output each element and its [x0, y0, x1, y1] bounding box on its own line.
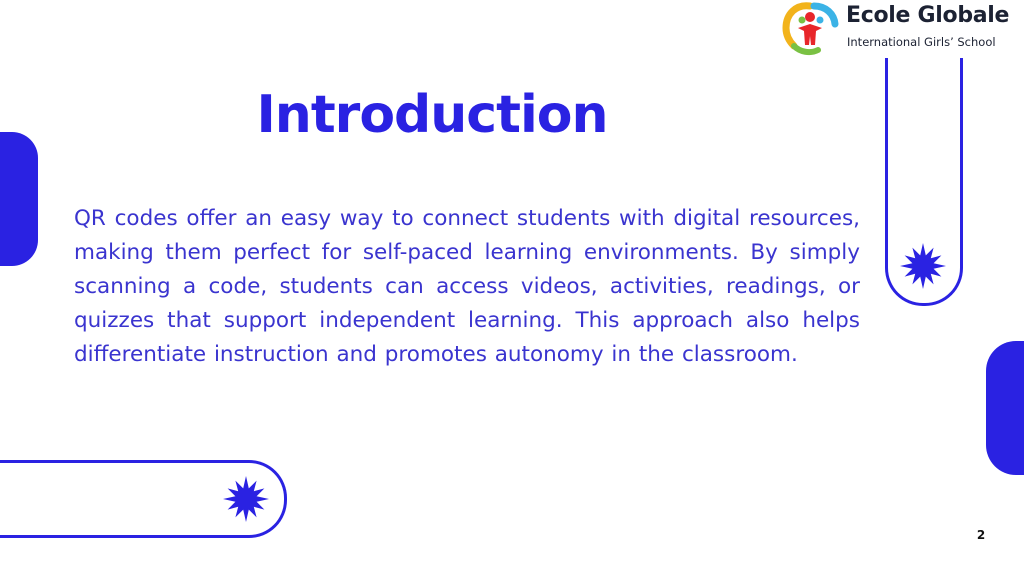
starburst-icon	[221, 474, 271, 524]
logo-title: Ecole Globale	[846, 3, 1010, 28]
school-logo	[778, 0, 1024, 58]
body-paragraph: QR codes offer an easy way to connect students with digital resources, making them perfect for self-paced learning environments. By simply scanning a code, students can access videos, activities, readings, or quizzes that support independent learning. This approach also helps differentiate instruction and promotes autonomy in the classroom.	[74, 206, 860, 367]
starburst-icon	[898, 241, 948, 291]
page-number: 2	[976, 528, 986, 542]
left-accent-block	[0, 132, 38, 266]
right-accent-block	[986, 341, 1024, 475]
school-logo-icon	[780, 0, 840, 58]
logo-subtitle: International Girls’ School	[847, 35, 996, 49]
page-title: Introduction	[256, 85, 608, 145]
